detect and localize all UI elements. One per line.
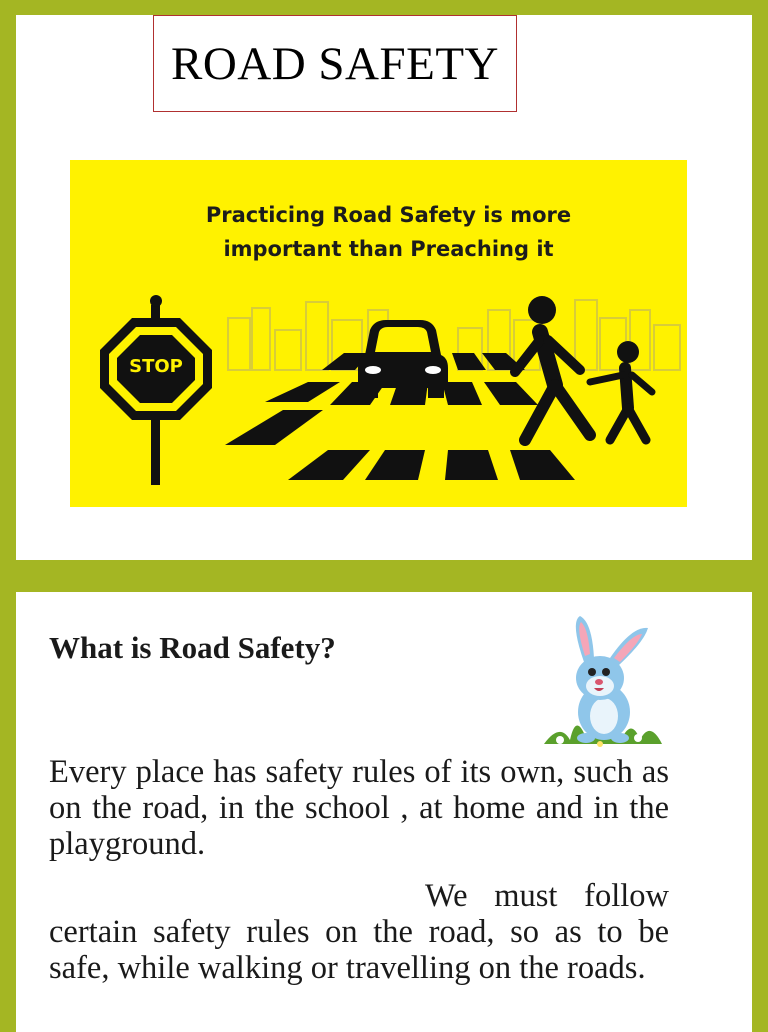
road-safety-banner [70, 160, 687, 507]
city-skyline [228, 300, 680, 370]
page-title: ROAD SAFETY [153, 15, 517, 112]
banner-line-1: Practicing Road Safety is more [205, 203, 572, 227]
stop-sign-icon [100, 295, 212, 485]
section-heading: What is Road Safety? [49, 630, 336, 665]
bunny-illustration [540, 612, 670, 752]
banner-line-2: important than Preaching it [223, 237, 554, 261]
banner-slogan [70, 198, 687, 266]
paragraph-follow-rules: We must follow certain safety rules on the road, so as to be safe, while walking or travelling on the roads. [49, 878, 669, 986]
paragraph-safety-rules: Every place has safety rules of its own, such as on the road, in the school , at home and in the playground. [49, 754, 669, 862]
car-icon [358, 320, 448, 398]
slide-title [16, 15, 752, 560]
slide-definition [16, 592, 752, 1032]
pedestrian-adult-icon [515, 296, 590, 440]
stop-sign-label: STOP [129, 356, 183, 377]
